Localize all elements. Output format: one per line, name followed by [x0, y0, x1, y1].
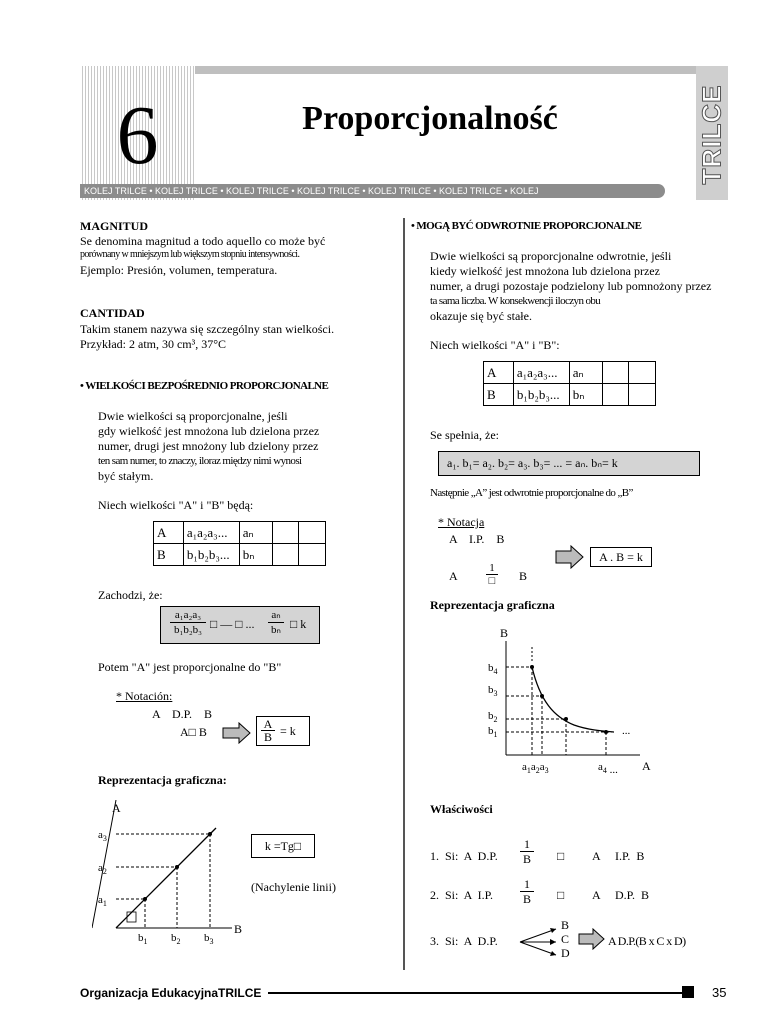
footer-organization: Organizacja EdukacyjnaTRILCE — [80, 986, 262, 1000]
point-1 — [530, 665, 534, 669]
notacion-label: * Notación: — [116, 689, 173, 703]
table-cell — [629, 384, 656, 406]
prop2-frac-den: B — [522, 892, 531, 906]
arrow-right-icon — [578, 928, 606, 950]
notacion-row2: A□ B — [180, 725, 207, 739]
column-divider — [403, 218, 405, 970]
table-cell — [299, 544, 326, 566]
arrow-right-icon — [555, 545, 585, 569]
table-cell — [602, 362, 629, 384]
dp-niech: Niech wielkości "A" i "B" będą: — [98, 498, 254, 512]
point-2 — [175, 865, 179, 869]
tg-box: k =Tg□ — [251, 834, 315, 858]
ip-heading: • MOGĄ BYĆ ODWROTNIE PROPORCJONALNE — [411, 220, 642, 232]
prop2-right: A D.P. B — [592, 888, 650, 902]
ip-result-box: A . B = k — [590, 547, 652, 567]
table-cell: a₁a₂a₃... — [183, 522, 239, 544]
tick-b2: $b_2$ — [488, 710, 498, 724]
tick-b3: $b_3$ — [488, 684, 498, 698]
ip-graph — [484, 625, 660, 775]
tick-b4: $b_4$ — [488, 662, 498, 676]
table-cell: bₙ — [239, 544, 272, 566]
point-4 — [604, 730, 608, 734]
dp-paragraph-5: być stałym. — [98, 469, 154, 483]
magnitud-line1: Se denomina magnitud a todo aquello co może być — [80, 234, 326, 248]
product-box: a₁. b₁= a₂. b₂= a₃. b₃= ... = aₙ. bₙ= k — [438, 451, 700, 476]
branch-arrows-icon — [518, 924, 560, 960]
notacja-label: * Notacja — [438, 515, 485, 529]
axis-label-b: B — [234, 922, 243, 936]
table-row — [484, 384, 656, 406]
prop3-right: A D.P.(B x C x D) — [608, 934, 686, 948]
table-cell: A — [154, 522, 184, 544]
chapter-number: 6 — [116, 89, 159, 182]
table-row — [154, 522, 326, 544]
trilce-side-logo — [696, 66, 728, 200]
tick-b1: $b_1$ — [488, 725, 498, 739]
table-cell: B — [154, 544, 184, 566]
ip-paragraph-1: Dwie wielkości są proporcjonalne odwrotnie, jeśli — [430, 249, 672, 263]
axis-label-b: B — [500, 626, 509, 640]
ip-se-spelnia: Se spełnia, że: — [430, 428, 499, 442]
ratio-numerator: a₁a₂a₃ — [170, 609, 206, 623]
tick-a4: $a_4$ ... — [598, 761, 618, 775]
dp-result-den: B — [263, 730, 272, 744]
angle-icon — [127, 912, 136, 922]
magnitud-example: Ejemplo: Presión, volumen, temperatura. — [80, 263, 278, 277]
dp-zachodzi: Zachodzi, że: — [98, 588, 163, 602]
footer-rule — [268, 992, 684, 994]
ellipsis: ... — [622, 725, 631, 737]
table-cell: b₁b₂b₃... — [513, 384, 569, 406]
magnitud-line2: porównany w mniejszym lub większym stopniu intensywności. — [80, 249, 300, 260]
prop3-c: C — [561, 932, 570, 946]
ip-nastepnie: Następnie „A” jest odwrotnie proporcjonalne do „B” — [430, 487, 633, 499]
y-axis — [92, 800, 116, 928]
dp-paragraph-1: Dwie wielkości są proporcjonalne, jeśli — [98, 409, 288, 423]
table-cell — [629, 362, 656, 384]
table-cell: B — [484, 384, 514, 406]
ratio-end: □ k — [290, 617, 307, 631]
table-cell: A — [484, 362, 514, 384]
tick-a2: $a_2$ — [98, 862, 107, 876]
ip-niech: Niech wielkości "A" i "B": — [430, 338, 560, 352]
ip-paragraph-2: kiedy wielkość jest mnożona lub dzielona przez — [430, 264, 660, 278]
dp-line — [116, 828, 216, 928]
notacja-b: B — [519, 569, 528, 583]
notacion-row: A D.P. B — [152, 707, 213, 721]
table-cell: bₙ — [569, 384, 602, 406]
nachylenie-label: (Nachylenie linii) — [251, 880, 336, 894]
side-logo-text: TRILCE — [696, 84, 727, 185]
ratio-bn: bₙ — [271, 624, 281, 636]
page-title: Proporcjonalność — [302, 100, 558, 137]
ip-curve — [532, 667, 614, 732]
prop2-left: 2. Si: A I.P. — [430, 888, 494, 902]
ratio-denominator: b₁b₂b₃ — [173, 624, 202, 636]
prop3-d: D — [561, 946, 570, 960]
notacja-frac-den: □ — [488, 575, 496, 587]
table-row — [484, 362, 656, 384]
ip-paragraph-3: numer, a drugi pozostaje podzielony lub pomnożony przez — [430, 279, 712, 293]
axis-label-a: A — [642, 759, 651, 773]
dp-paragraph-2: gdy wielkość jest mnożona lub dzielona przez — [98, 424, 320, 438]
tick-b3: $b_3$ — [204, 932, 214, 946]
ip-paragraph-4: ta sama liczba. W konsekwencji iloczyn obu — [430, 295, 601, 307]
table-cell: aₙ — [239, 522, 272, 544]
cantidad-line2: Przykład: 2 atm, 30 cm³, 37°C — [80, 337, 227, 351]
prop1-frac-num: 1 — [520, 838, 534, 852]
table-cell: b₁b₂b₃... — [183, 544, 239, 566]
dp-potem: Potem "A" jest proporcjonalne do "B" — [98, 660, 282, 674]
header-strip: KOLEJ TRILCE • KOLEJ TRILCE • KOLEJ TRILCE • KOLEJ TRILCE • KOLEJ TRILCE • KOLEJ TRILCE • KOLEJ — [80, 184, 665, 198]
ip-graph-title: Reprezentacja graficzna — [430, 598, 555, 612]
point-3 — [208, 832, 212, 836]
prop1-right: A I.P. B — [592, 849, 645, 863]
prop1-arrow-icon: □ — [557, 849, 565, 863]
table-cell — [272, 544, 299, 566]
prop2-arrow-icon: □ — [557, 888, 565, 902]
table-cell: aₙ — [569, 362, 602, 384]
prop1-frac-den: B — [522, 852, 531, 866]
dp-result-eq: = k — [280, 724, 296, 738]
footer-square — [682, 986, 694, 998]
tick-b1: $b_1$ — [138, 932, 148, 946]
tick-b2: $b_2$ — [171, 932, 181, 946]
ip-paragraph-5: okazuje się być stałe. — [430, 309, 532, 323]
prop3-b: B — [561, 918, 570, 932]
dp-result-num: A — [261, 718, 275, 731]
tick-a1: $a_1$ — [98, 894, 107, 908]
table-row — [154, 544, 326, 566]
wlasciwosci-title: Właściwości — [430, 802, 493, 816]
magnitud-title: MAGNITUD — [80, 219, 148, 233]
ratio-middle: □ — □ ... — [210, 617, 255, 631]
axis-label-a: A — [112, 801, 121, 815]
ip-values-table — [483, 361, 656, 406]
prop1-left: 1. Si: A D.P. — [430, 849, 498, 863]
point-2 — [540, 694, 544, 698]
point-3 — [564, 717, 568, 721]
dp-graph — [92, 800, 252, 950]
dp-heading: • WIELKOŚCI BEZPOŚREDNIO PROPORCJONALNE — [80, 380, 329, 392]
prop2-frac-num: 1 — [520, 878, 534, 892]
dp-graph-title: Reprezentacja graficzna: — [98, 773, 227, 787]
notacja-row: A I.P. B — [449, 532, 505, 546]
ratio-an: aₙ — [268, 609, 284, 623]
point-1 — [143, 897, 147, 901]
tick-a3: $a_3$ — [98, 829, 107, 843]
dp-values-table — [153, 521, 326, 566]
cantidad-line1: Takim stanem nazywa się szczególny stan wielkości. — [80, 322, 335, 336]
table-cell — [272, 522, 299, 544]
table-cell: a₁a₂a₃... — [513, 362, 569, 384]
table-cell — [602, 384, 629, 406]
tick-a1a2a3: $a_1a_2a_3$ — [522, 761, 549, 775]
table-cell — [299, 522, 326, 544]
page-number: 35 — [712, 985, 727, 1000]
prop3-left: 3. Si: A D.P. — [430, 934, 498, 948]
cantidad-title: CANTIDAD — [80, 306, 145, 320]
dp-paragraph-4: ten sam numer, to znaczy, iloraz między nimi wynosi — [98, 455, 302, 467]
dp-paragraph-3: numer, drugi jest mnożony lub dzielony przez — [98, 439, 319, 453]
notacja-a: A — [449, 569, 458, 583]
notacja-frac-num: 1 — [486, 562, 498, 575]
arrow-right-icon — [222, 722, 252, 744]
